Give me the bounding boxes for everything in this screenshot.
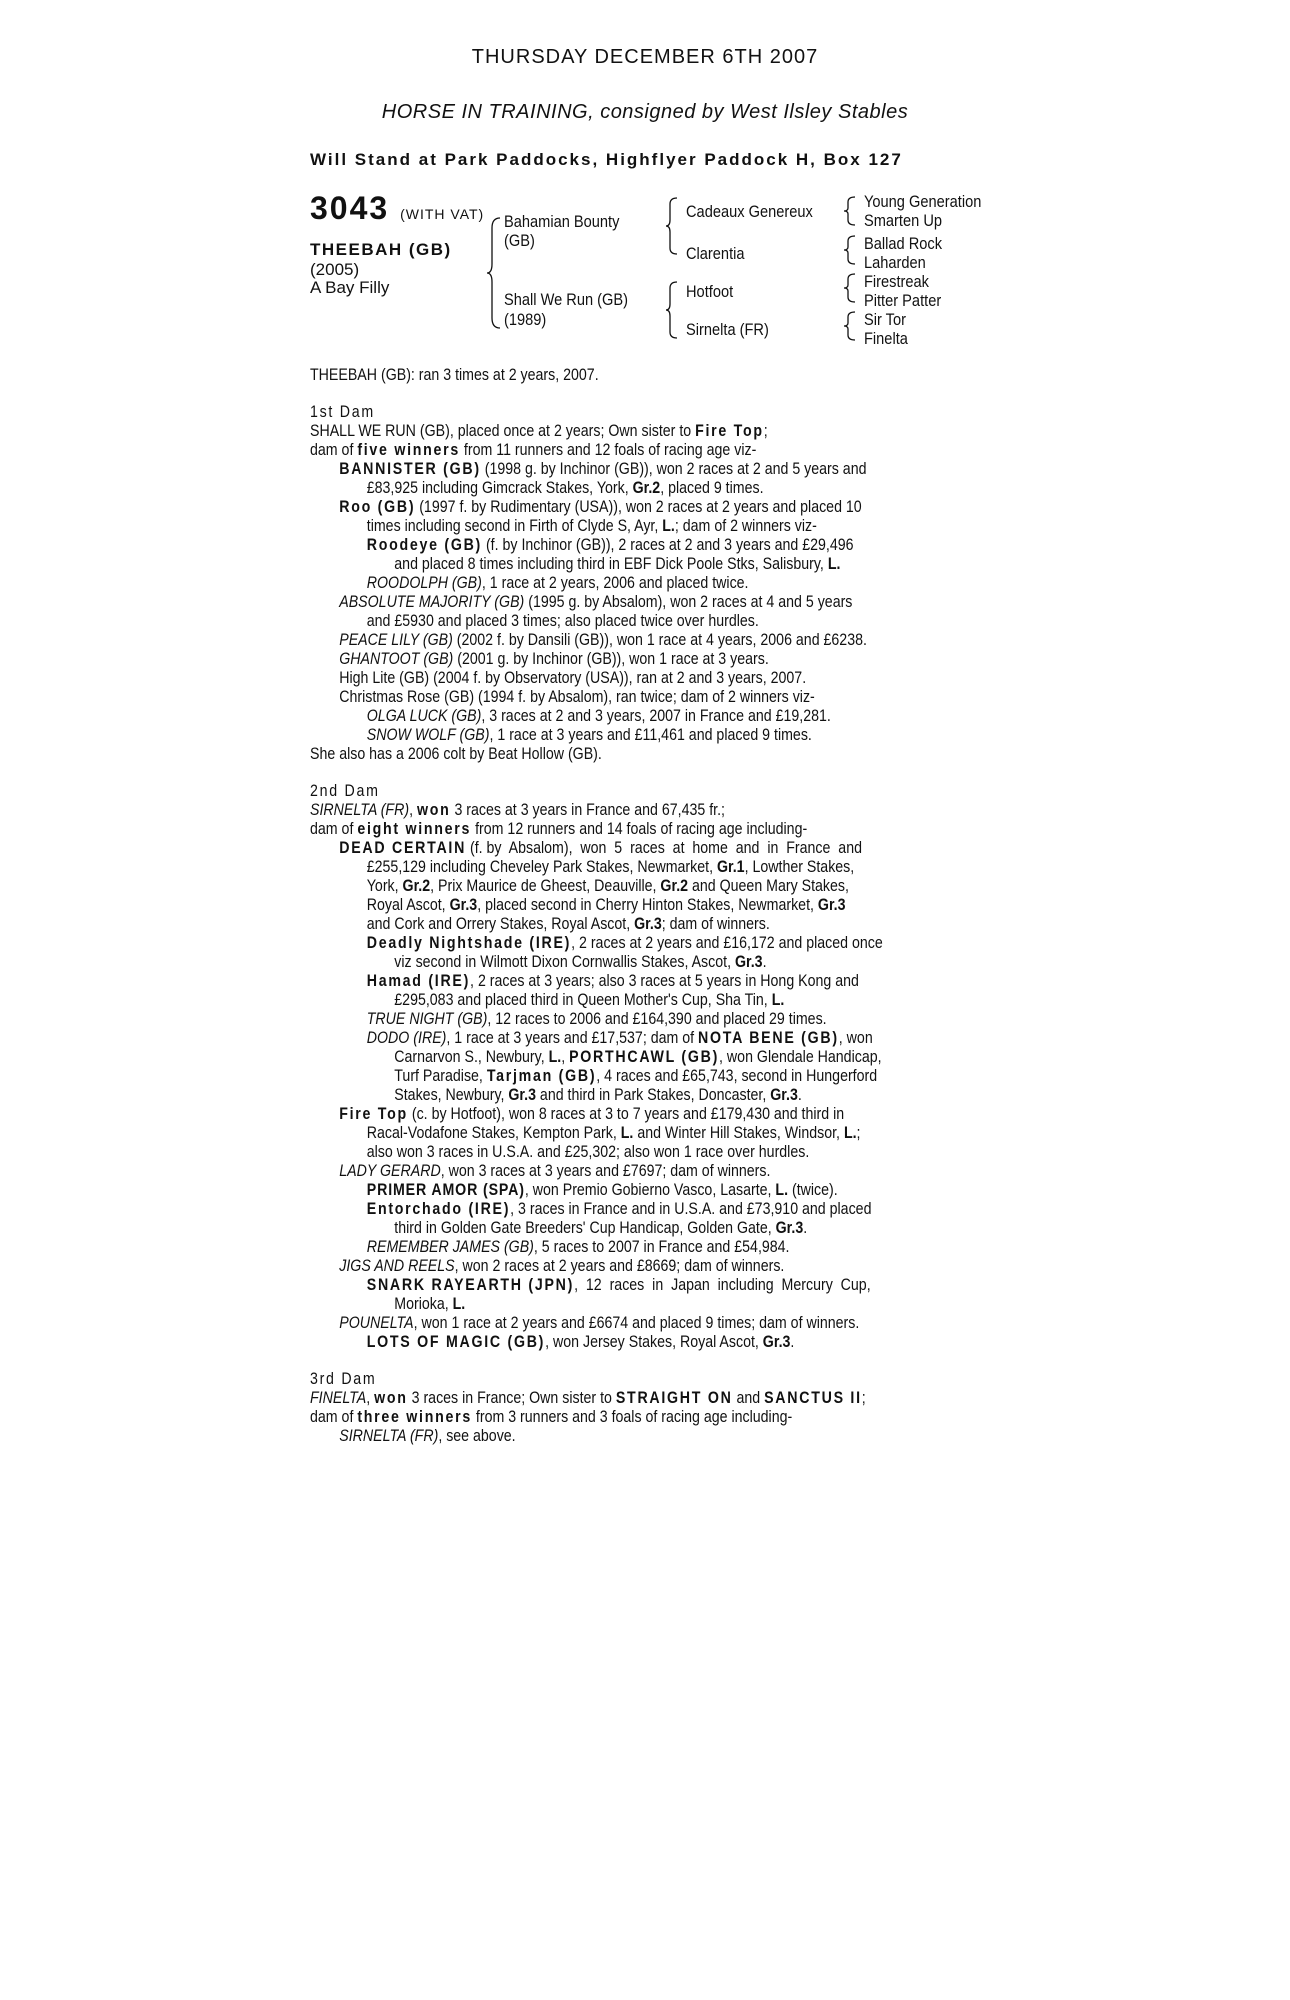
produce-lady-gerard [310, 1162, 912, 1181]
produce-dead-certain [310, 839, 912, 858]
produce-fire-top [310, 1105, 912, 1124]
text: from 12 runners and 14 foals of racing age including- [471, 820, 808, 838]
horse-name: Roo (GB) [339, 498, 416, 516]
horse-name: NOTA BENE (GB) [698, 1029, 839, 1047]
produce-snark-rayearth [310, 1276, 912, 1295]
produce-dead-certain-cont [310, 858, 912, 877]
text: (f. by Absalom), won 5 races at home and in France and [466, 839, 862, 857]
text: , [561, 1048, 570, 1066]
pedigree-sire: Bahamian Bounty [504, 212, 620, 231]
produce-roo [310, 498, 912, 517]
horse-name: Hamad (IRE) [366, 972, 471, 990]
text: £295,083 and placed third in Queen Mother's Cup, Sha Tin, [394, 991, 772, 1009]
produce-olga-luck [310, 707, 912, 726]
text: ; dam of winners. [661, 915, 770, 933]
text: Stakes, Newbury, [394, 1086, 509, 1104]
horse-name: Entorchado (IRE) [366, 1200, 511, 1218]
text: , 1 race at 2 years, 2006 and placed twice. [481, 574, 749, 592]
text: (1998 g. by Inchinor (GB)), won 2 races at 2 and 5 years and [480, 460, 867, 478]
text: , won 2 races at 2 years and £8669; dam of winners. [454, 1257, 785, 1275]
text: , Lowther Stakes, [744, 858, 855, 876]
text: , 12 races in Japan including Mercury Cup, [574, 1276, 871, 1294]
first-dam-produce [310, 441, 912, 460]
text: Carnarvon S., Newbury, [394, 1048, 549, 1066]
produce-peace-lily [310, 631, 912, 650]
text: . [803, 1219, 808, 1237]
produce-roo-cont [310, 517, 912, 536]
third-dam-line [310, 1389, 912, 1408]
produce-jigs-and-reels [310, 1257, 912, 1276]
produce-absolute-majority [310, 593, 912, 612]
grade: Gr.3 [770, 1086, 798, 1104]
produce-true-night [310, 1010, 912, 1029]
third-dam-heading: 3rd Dam [310, 1370, 377, 1388]
grade: Gr.1 [716, 858, 745, 876]
pedigree-g7: Sir Tor [864, 310, 906, 329]
pedigree-g4: Laharden [864, 253, 926, 272]
text: , won [838, 1029, 873, 1047]
first-dam-sister: Fire Top [695, 422, 764, 440]
text: , 1 race at 3 years and £17,537; dam of [446, 1029, 699, 1047]
horse-name: TRUE NIGHT (GB) [366, 1010, 488, 1028]
pedigree-dam-sire: Hotfoot [686, 282, 734, 301]
produce-bannister-cont [310, 479, 912, 498]
first-dam-line [310, 422, 912, 441]
horse-name: ABSOLUTE MAJORITY (GB) [339, 593, 525, 611]
second-dam-produce [310, 820, 912, 839]
horse-name: Fire Top [339, 1105, 408, 1123]
grade: L. [662, 517, 675, 535]
text: , won Jersey Stakes, Royal Ascot, [545, 1333, 763, 1351]
pedigree-dam: Shall We Run (GB) [504, 290, 629, 309]
produce-fire-top-cont [310, 1124, 912, 1143]
text: , won 1 race at 2 years and £6674 and placed 9 times; dam of winners. [413, 1314, 860, 1332]
winner-count: three winners [357, 1408, 472, 1426]
produce-bannister [310, 460, 912, 479]
text: ; [856, 1124, 861, 1142]
second-dam-heading: 2nd Dam [310, 782, 380, 800]
horse-name: ROODOLPH (GB) [366, 574, 482, 592]
second-dam-line [310, 801, 912, 820]
pedigree-g2: Smarten Up [864, 211, 943, 230]
text: and placed 8 times including third in EBF Dick Poole Stks, Salisbury, [394, 555, 828, 573]
produce-dodo-cont [310, 1048, 912, 1067]
winner-count: five winners [357, 441, 460, 459]
text: , 3 races in France and in U.S.A. and £73,910 and placed [510, 1200, 872, 1218]
text: dam of [310, 1408, 358, 1426]
text: (2002 f. by Dansili (GB)), won 1 race at 4 years, 2006 and £6238. [452, 631, 867, 649]
text: (2001 g. by Inchinor (GB)), won 1 race at 3 years. [453, 650, 769, 668]
punct: ; [861, 1389, 866, 1407]
text: , won 3 races at 3 years and £7697; dam of winners. [440, 1162, 771, 1180]
horse-name: Roodeye (GB) [366, 536, 483, 554]
text: ; dam of 2 winners viz- [674, 517, 817, 535]
grade: Gr.3 [508, 1086, 536, 1104]
pedigree-sire-suffix: (GB) [504, 231, 535, 250]
consignment-title: HORSE IN TRAINING, consigned by West Ilsley Stables [381, 101, 909, 123]
pedigree-brace-sire [665, 196, 679, 256]
text: and Cork and Orrery Stakes, Royal Ascot, [366, 915, 635, 933]
horse-name: DEAD CERTAIN [339, 839, 467, 857]
text: , 12 races to 2006 and £164,390 and placed 29 times. [487, 1010, 827, 1028]
produce-ghantoot [310, 650, 912, 669]
horse-name: SNARK RAYEARTH (JPN) [366, 1276, 575, 1294]
text: , 2 races at 2 years and £16,172 and placed once [571, 934, 883, 952]
horse-name: SIRNELTA (FR) [339, 1427, 439, 1445]
vat-note: (WITH VAT) [400, 206, 485, 222]
produce-snow-wolf [310, 726, 912, 745]
produce-dodo-cont [310, 1086, 912, 1105]
grade: Gr.3 [775, 1219, 804, 1237]
produce-dead-certain-cont [310, 896, 912, 915]
produce-snark-rayearth-cont [310, 1295, 912, 1314]
produce-dodo-cont [310, 1067, 912, 1086]
third-dam-produce [310, 1408, 912, 1427]
first-dam-heading: 1st Dam [310, 403, 375, 421]
text: Turf Paradise, [394, 1067, 487, 1085]
grade: Gr.2 [660, 877, 689, 895]
text: , placed second in Cherry Hinton Stakes, Newmarket, [477, 896, 818, 914]
produce-deadly-nightshade-cont [310, 953, 912, 972]
text: £83,925 including Gimcrack Stakes, York, [366, 479, 633, 497]
pedigree-dam-dam: Sirnelta (FR) [686, 320, 769, 339]
pedigree-brace-main [486, 216, 502, 330]
lot-number [310, 190, 484, 227]
horse-name: LADY GERARD [339, 1162, 441, 1180]
text: Royal Ascot, [366, 896, 450, 914]
pedigree-g5: Firestreak [864, 272, 929, 291]
sale-date: THURSDAY DECEMBER 6TH 2007 [471, 46, 819, 68]
text: and Queen Mary Stakes, [688, 877, 849, 895]
pedigree-brace-dam [665, 280, 679, 340]
grade: L. [548, 1048, 562, 1066]
text: . [797, 1086, 802, 1104]
text: , Prix Maurice de Gheest, Deauville, [430, 877, 661, 895]
produce-hamad [310, 972, 912, 991]
produce-dodo [310, 1029, 912, 1048]
pedigree-g3: Ballad Rock [864, 234, 943, 253]
stand-location: Will Stand at Park Paddocks, Highflyer Paddock H, Box 127 [310, 150, 903, 169]
text: and [732, 1389, 765, 1407]
pedigree-brace-g1 [843, 196, 857, 226]
won-label: won [374, 1389, 408, 1407]
pedigree-sire-sire: Cadeaux Genereux [686, 202, 813, 221]
produce-christmas-rose: Christmas Rose (GB) (1994 f. by Absalom), ran twice; dam of 2 winners viz- [339, 688, 815, 706]
horse-name: Deadly Nightshade (IRE) [366, 934, 572, 952]
horse-name: SANCTUS II [764, 1389, 862, 1407]
text: Racal-Vodafone Stakes, Kempton Park, [366, 1124, 621, 1142]
horse-name: OLGA LUCK (GB) [366, 707, 482, 725]
text: , placed 9 times. [660, 479, 764, 497]
grade: L. [452, 1295, 466, 1313]
punct: , [366, 1389, 375, 1407]
grade: Gr.2 [402, 877, 431, 895]
horse-name: LOTS OF MAGIC (GB) [366, 1333, 546, 1351]
produce-entorchado [310, 1200, 912, 1219]
produce-entorchado-cont [310, 1219, 912, 1238]
catalogue-text [310, 366, 912, 1446]
text: viz second in Wilmott Dixon Cornwallis Stakes, Ascot, [394, 953, 735, 971]
text: third in Golden Gate Breeders' Cup Handicap, Golden Gate, [394, 1219, 776, 1237]
horse-name: FINELTA [310, 1389, 367, 1407]
pedigree-sire-dam: Clarentia [686, 244, 745, 263]
text: and third in Park Stakes, Doncaster, [535, 1086, 771, 1104]
grade: L. [771, 991, 785, 1009]
text: , 5 races to 2007 in France and £54,984. [533, 1238, 790, 1256]
horse-name: JIGS AND REELS [339, 1257, 455, 1275]
text: (1995 g. by Absalom), won 2 races at 4 and 5 years [524, 593, 853, 611]
text: 3 races in France; Own sister to [407, 1389, 616, 1407]
pedigree-g8: Finelta [864, 329, 908, 348]
grade: Gr.3 [634, 915, 662, 933]
grade: L. [843, 1124, 857, 1142]
produce-lots-of-magic [310, 1333, 912, 1352]
horse-description: A Bay Filly [310, 278, 390, 297]
text: , 3 races at 2 and 3 years, 2007 in France and £19,281. [481, 707, 831, 725]
text: , 1 race at 3 years and £11,461 and placed 9 times. [489, 726, 812, 744]
produce-sirnelta [310, 1427, 912, 1446]
grade: Gr.3 [762, 1333, 791, 1351]
text: . [762, 953, 767, 971]
horse-name: Tarjman (GB) [486, 1067, 597, 1085]
horse-name: GHANTOOT (GB) [339, 650, 454, 668]
horse-name: PRIMER AMOR (SPA) [366, 1181, 525, 1199]
text: Morioka, [394, 1295, 453, 1313]
punct: , [409, 801, 417, 819]
text: , won Premio Gobierno Vasco, Lasarte, [524, 1181, 776, 1199]
text: times including second in Firth of Clyde S, Ayr, [366, 517, 663, 535]
grade: Gr.3 [734, 953, 763, 971]
produce-roodolph [310, 574, 912, 593]
text: 3 races at 3 years in France and 67,435 fr.; [450, 801, 726, 819]
pedigree-brace-g2 [843, 235, 857, 265]
produce-fire-top-cont: also won 3 races in U.S.A. and £25,302; also won 1 race over hurdles. [366, 1143, 810, 1161]
horse-year: (2005) [310, 260, 360, 279]
pedigree-brace-g4 [843, 311, 857, 341]
won-label: won [416, 801, 451, 819]
text: from 11 runners and 12 foals of racing age viz- [459, 441, 757, 459]
text: £255,129 including Cheveley Park Stakes, Newmarket, [366, 858, 717, 876]
produce-remember-james [310, 1238, 912, 1257]
text: (c. by Hotfoot), won 8 races at 3 to 7 years and £179,430 and third in [407, 1105, 845, 1123]
text: dam of [310, 820, 358, 838]
grade: Gr.3 [449, 896, 478, 914]
winner-count: eight winners [357, 820, 472, 838]
grade: L. [775, 1181, 789, 1199]
text: and Winter Hill Stakes, Windsor, [633, 1124, 844, 1142]
pedigree-brace-g3 [843, 273, 857, 303]
pedigree-dam-year: (1989) [504, 310, 547, 329]
horse-name: PORTHCAWL (GB) [569, 1048, 720, 1066]
text: , 2 races at 3 years; also 3 races at 5 years in Hong Kong and [470, 972, 859, 990]
horse-name: SNOW WOLF (GB) [366, 726, 490, 744]
text: . [790, 1333, 795, 1351]
race-record: THEEBAH (GB): ran 3 times at 2 years, 2007. [310, 366, 599, 384]
text: dam of [310, 441, 358, 459]
grade: Gr.2 [632, 479, 661, 497]
first-dam-note: She also has a 2006 colt by Beat Hollow (GB). [310, 745, 602, 763]
produce-high-lite: High Lite (GB) (2004 f. by Observatory (USA)), ran at 2 and 3 years, 2007. [339, 669, 807, 687]
pedigree-g1: Young Generation [864, 192, 982, 211]
text: (1997 f. by Rudimentary (USA)), won 2 races at 2 years and placed 10 [415, 498, 862, 516]
grade: L. [620, 1124, 634, 1142]
text: , won Glendale Handicap, [719, 1048, 882, 1066]
lot-number-value: 3043 [310, 190, 390, 226]
pedigree-g6: Pitter Patter [864, 291, 942, 310]
produce-deadly-nightshade [310, 934, 912, 953]
produce-roodeye [310, 536, 912, 555]
horse-name: POUNELTA [339, 1314, 414, 1332]
text: , see above. [438, 1427, 516, 1445]
horse-name: STRAIGHT ON [615, 1389, 733, 1407]
horse-name: REMEMBER JAMES (GB) [366, 1238, 534, 1256]
text: , 4 races and £65,743, second in Hungerford [596, 1067, 878, 1085]
text: from 3 runners and 3 foals of racing age including- [471, 1408, 793, 1426]
horse-name: THEEBAH (GB) [310, 240, 452, 259]
punct: ; [763, 422, 768, 440]
produce-dead-certain-cont [310, 915, 912, 934]
text: (twice). [788, 1181, 838, 1199]
horse-name: PEACE LILY (GB) [339, 631, 453, 649]
produce-roodeye-cont [310, 555, 912, 574]
horse-name: BANNISTER (GB) [339, 460, 481, 478]
text: York, [366, 877, 403, 895]
produce-absolute-majority-cont: and £5930 and placed 3 times; also placed twice over hurdles. [366, 612, 759, 630]
horse-name: DODO (IRE) [366, 1029, 447, 1047]
produce-hamad-cont [310, 991, 912, 1010]
produce-primer-amor [310, 1181, 912, 1200]
text: (f. by Inchinor (GB)), 2 races at 2 and 3 years and £29,496 [482, 536, 854, 554]
produce-pounelta [310, 1314, 912, 1333]
first-dam-name: SHALL WE RUN (GB), placed once at 2 years; Own sister to [310, 422, 696, 440]
grade: L. [827, 555, 841, 573]
grade: Gr.3 [817, 896, 846, 914]
horse-name: SIRNELTA (FR) [310, 801, 410, 819]
produce-dead-certain-cont [310, 877, 912, 896]
